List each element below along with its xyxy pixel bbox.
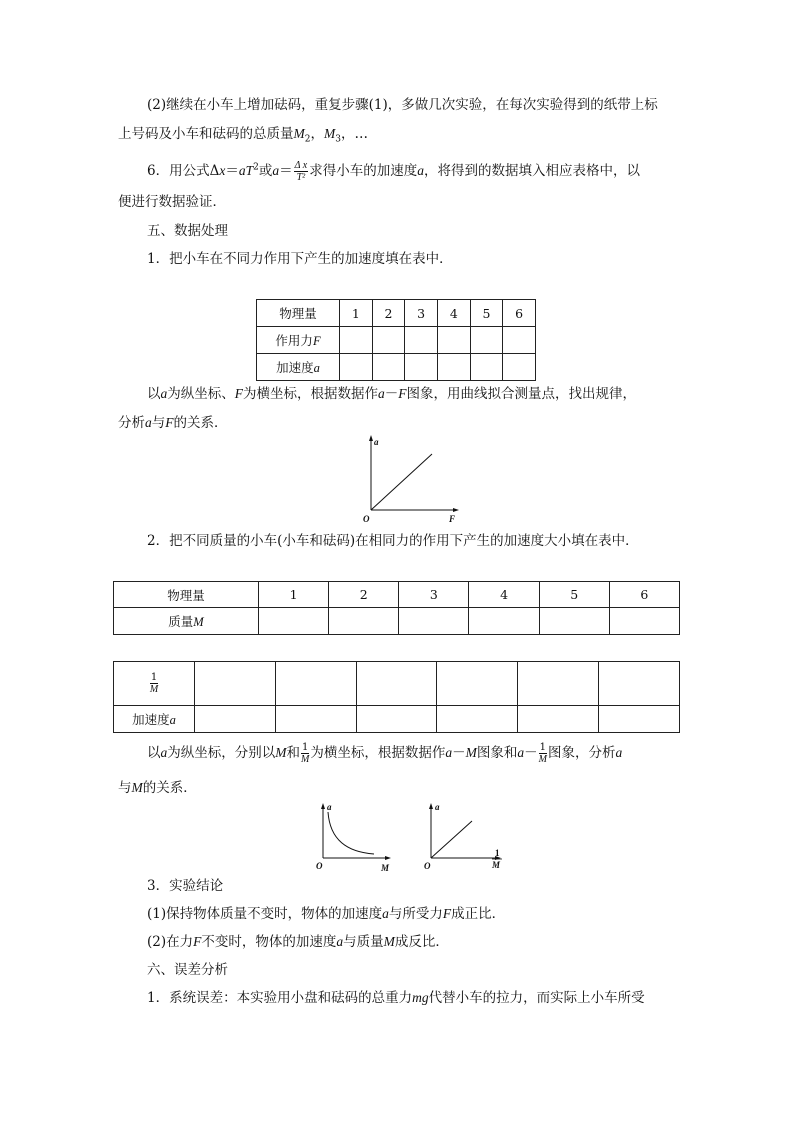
t: 为横坐标，根据数据作 [243,386,378,402]
t: 的关系． [173,415,228,431]
item-6-line1 [147,160,640,183]
var: a [382,906,389,921]
table-header: 1 [340,300,373,327]
frac-num: 1 [302,742,309,753]
x-label: F [449,514,456,524]
var-x: x [219,163,226,178]
table-cell [399,608,469,635]
t: (2)在力 [147,934,194,950]
t: 与 [151,415,166,431]
var-a: a [313,361,320,375]
x-label-den: M [492,860,501,870]
x-label: M [381,863,390,873]
separator: ， [310,126,324,142]
var: F [442,906,452,921]
table-cell [195,706,276,733]
frac-den: T² [296,172,306,183]
table-cell [437,662,518,706]
or: 或 [258,163,273,179]
table-cell [259,608,329,635]
table-cell [275,706,356,733]
step-2-line2 [118,124,368,144]
row-label-force [257,327,340,354]
table-cell [340,327,373,354]
var: a [517,745,525,760]
table-cell [437,327,470,354]
var: M [465,745,477,760]
ellipsis: ，… [340,126,368,142]
mass-table [113,581,680,635]
text2-line2 [118,778,197,798]
item-1: 1．把小车在不同力作用下产生的加速度填在表中． [147,251,453,267]
inverse-curve [328,812,374,854]
t: 为纵坐标，分别以 [167,745,276,761]
var: M [275,745,287,760]
inverse-mass-acceleration-table [113,661,680,733]
step-2-text: 上号码及小车和砝码的总质量 [118,126,294,142]
t: 代替小车的拉力，而实际上小车所受 [428,990,645,1006]
y-label: a [374,437,379,447]
sup-2: 2 [253,162,259,173]
table-cell [599,662,680,706]
item-2: 2．把不同质量的小车(小车和砝码)在相同力的作用下产生的加速度大小填在表中． [147,533,639,549]
y-arrow-icon [369,435,373,441]
fraction-1-over-m [539,742,547,765]
item-3: 3．实验结论 [147,878,224,894]
frac-num: 1 [150,672,158,683]
t: 与所受力 [388,906,443,922]
y-arrow-icon [429,803,433,809]
var-f: F [312,334,321,348]
table-cell [405,354,438,381]
text1-line1 [147,384,636,404]
table-cell [195,662,276,706]
table-cell [469,608,539,635]
table-header: 物理量 [257,300,340,327]
row-label-acceleration [114,706,195,733]
t: 为横坐标，根据数据作 [310,745,446,761]
fraction-1-over-m [301,742,309,765]
frac-num: 1 [539,742,546,753]
table-cell [518,662,599,706]
origin-label: O [363,514,370,524]
fraction-dx-t2 [294,160,309,183]
t: 图象，用曲线拟合测量点，找出规律， [406,386,636,402]
proportional-line [371,454,432,510]
t: 与质量 [343,934,384,950]
var-aT: aT [238,163,254,178]
var: mg [412,990,429,1005]
t: － [452,745,466,761]
label: 作用力 [275,333,313,348]
table-cell [599,706,680,733]
origin-label: O [316,861,323,871]
table-header: 1 [259,582,329,608]
table-cell [340,354,373,381]
row-label-acceleration [257,354,340,381]
t: 1．系统误差：本实验用小盘和砝码的总重力 [147,990,413,1006]
var: a [336,934,344,949]
var-m2: M [293,126,305,141]
conclusion-2 [147,932,449,952]
label: 质量 [168,614,194,629]
table-cell [437,706,518,733]
t: 不变时，物体的加速度 [201,934,337,950]
var: F [165,415,174,430]
item-6-line2: 便进行数据验证． [118,194,226,210]
t: 成反比． [394,934,449,950]
section-6-heading: 六、误差分析 [147,962,228,978]
table-header: 2 [372,300,405,327]
t: 的关系． [142,780,197,796]
step-2-line1: (2)继续在小车上增加砝码，重复步骤(1)，多做几次实验，在每次实验得到的纸带上标 [147,97,658,113]
t: 分析 [118,415,145,431]
table-header: 6 [503,300,536,327]
text: 求得小车的加速度 [309,163,418,179]
y-label: a [327,802,332,812]
t: 为纵坐标、 [167,386,235,402]
var-m3: M [323,126,336,141]
equals: ＝ [279,163,293,179]
table-cell [539,608,609,635]
var: a [445,745,453,760]
table-cell [437,354,470,381]
t: － [384,386,399,402]
graph-a-vs-inverse-m [420,800,510,876]
table-cell [372,354,405,381]
frac-num: Δ x [294,160,308,171]
y-arrow-icon [321,803,325,809]
var: M [131,780,143,795]
table-header: 3 [405,300,438,327]
force-acceleration-table [256,299,536,381]
frac-den: M [301,754,310,765]
t: － [524,745,538,761]
var: a [615,745,623,760]
t: 与 [118,780,132,796]
x-arrow-icon [385,856,391,860]
table-cell [518,706,599,733]
var-m: M [193,615,204,629]
var: F [398,386,407,401]
table-cell [405,327,438,354]
table-cell [372,327,405,354]
t: 以 [147,386,161,402]
sub-2: 2 [304,134,311,145]
label: 加速度 [276,360,314,375]
label: 加速度 [132,712,170,727]
table-header: 5 [539,582,609,608]
x-label-num: 1 [495,848,500,858]
var: a [145,415,152,430]
t: 和 [286,745,300,761]
sub-3: 3 [335,134,341,145]
t: 成正比． [451,906,506,922]
var: F [234,386,243,401]
table-cell [503,327,536,354]
table-cell [356,662,437,706]
t: (1)保持物体质量不变时，物体的加速度 [147,906,383,922]
table-cell [275,662,356,706]
row-label-inverse-mass [114,662,195,706]
table-cell [609,608,679,635]
text2-line1 [147,741,622,765]
x-arrow-icon [453,508,459,512]
fraction-1-over-m [150,672,158,695]
t: 图象，分析 [548,745,616,761]
frac-den: M [149,684,159,695]
text1-line2 [118,413,228,433]
table-header: 3 [399,582,469,608]
var: a [160,386,168,401]
table-header: 4 [437,300,470,327]
table-header: 物理量 [114,582,259,608]
table-cell [503,354,536,381]
text: 6．用公式Δ [147,163,220,179]
proportional-line [431,821,472,858]
table-header: 6 [609,582,679,608]
var: F [193,934,202,949]
table-cell [470,327,503,354]
conclusion-1 [147,904,505,924]
t: 以 [147,745,161,761]
table-cell [470,354,503,381]
table-header: 5 [470,300,503,327]
var: a [160,745,168,760]
error-1 [147,988,645,1008]
table-cell [356,706,437,733]
row-label-mass [114,608,259,635]
text: ，将得到的数据填入相应表格中，以 [423,163,640,179]
var-a: a [272,163,280,178]
var-a: a [417,163,424,178]
graph-a-vs-f [360,432,470,527]
graph-a-vs-m [312,800,397,876]
var: M [383,934,395,949]
section-5-heading: 五、数据处理 [147,223,228,239]
y-label: a [435,802,440,812]
t: 图象和 [476,745,518,761]
frac-den: M [538,754,547,765]
equals: ＝ [225,163,239,179]
origin-label: O [424,861,431,871]
var: a [378,386,385,401]
table-header: 2 [329,582,399,608]
table-header: 4 [469,582,539,608]
table-cell [329,608,399,635]
var-a: a [169,713,176,727]
